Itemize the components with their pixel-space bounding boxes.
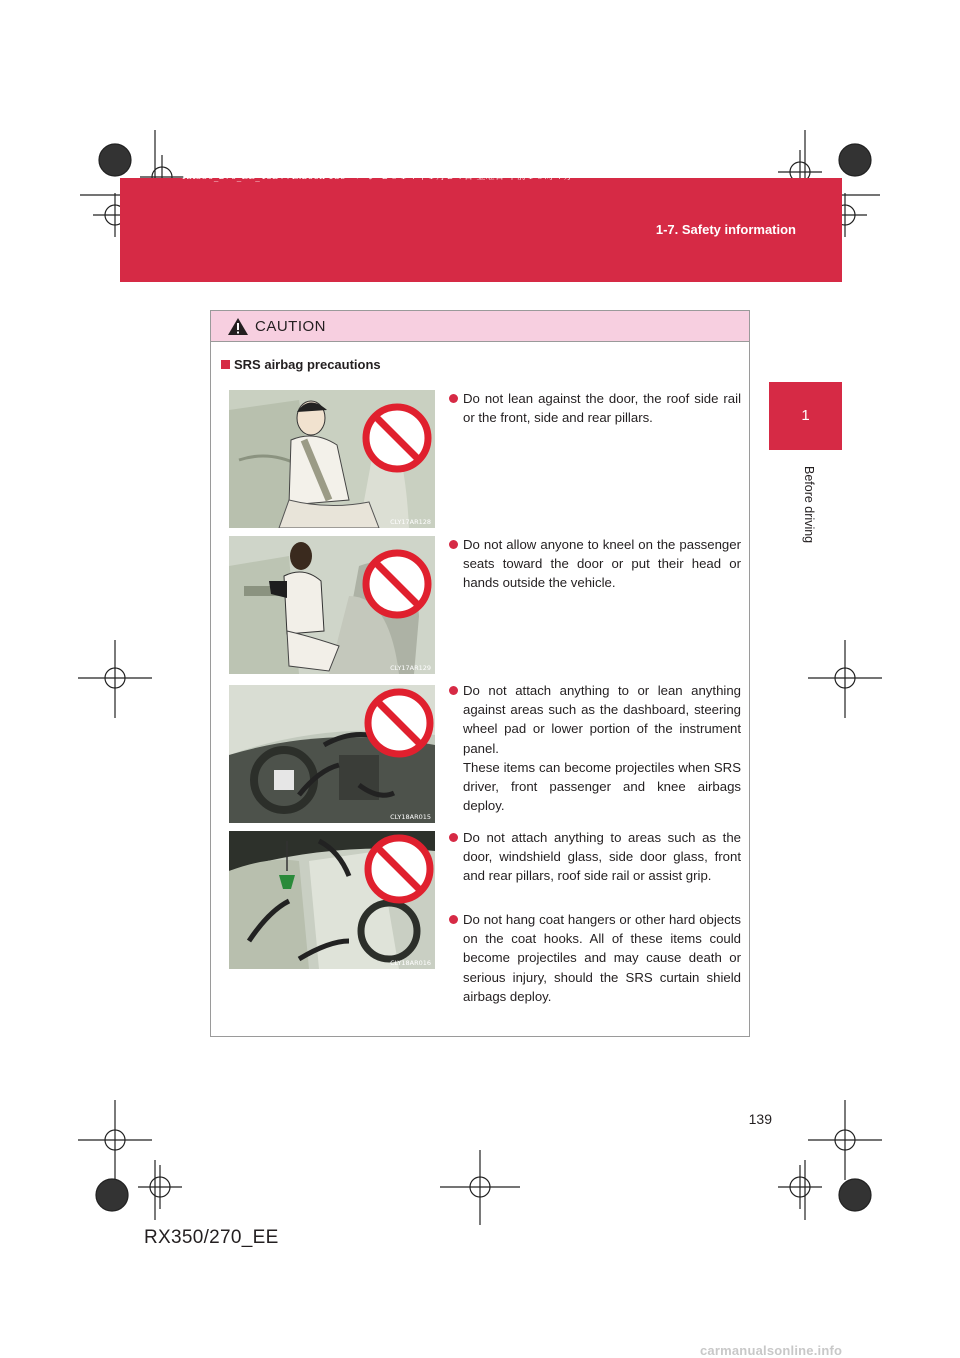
chapter-tab-label: Before driving (802, 466, 816, 544)
caution-box (210, 310, 750, 1037)
bullet-item: Do not attach anything to or lean anything against areas such as the dashboard, steering wheel pad or lower portion of the instrument panel. These items can become projectiles when SRS driver, front passenger and knee airbags deploy. (449, 681, 741, 815)
figure-pillar-items (229, 831, 435, 969)
round-bullet-icon (449, 915, 458, 924)
figure-code: CLY18AR015 (390, 813, 431, 821)
bullet-item: Do not attach anything to areas such as the door, windshield glass, side door glass, front and rear pillars, roof side rail or assist grip. (449, 828, 741, 886)
bullet-item: Do not hang coat hangers or other hard objects on the coat hooks. All of these items could become projectiles and may cause death or serious injury, should the SRS curtain shield airbags deploy. (449, 910, 741, 1006)
bullet-note: These items can become projectiles when SRS driver, front passenger and knee airbags deploy. (463, 759, 741, 814)
square-bullet-icon (221, 360, 230, 369)
figure-code: CLY17AR129 (390, 664, 431, 672)
round-bullet-icon (449, 686, 458, 695)
round-bullet-icon (449, 540, 458, 549)
figure-leaning-passenger (229, 390, 435, 528)
round-bullet-icon (449, 394, 458, 403)
warning-triangle-icon (227, 317, 249, 336)
bullet-item: Do not lean against the door, the roof side rail or the front, side and rear pillars. (449, 389, 741, 427)
section-title: 1-7. Safety information (655, 222, 796, 237)
caution-subheading (221, 357, 381, 372)
print-book-line: RX350_270_EE_48D77E.book 139 ページ ２０１４年１月２４日 金曜日 午前１０時４分 (182, 172, 573, 182)
figure-code: CLY18AR016 (390, 959, 431, 967)
bullet-item: Do not allow anyone to kneel on the passenger seats toward the door or put their head or hands outside the vehicle. (449, 535, 741, 593)
caution-subheading-text: SRS airbag precautions (234, 357, 381, 372)
figure-code: CLY17AR128 (390, 518, 431, 526)
caution-header (211, 311, 749, 342)
round-bullet-icon (449, 833, 458, 842)
model-code: RX350/270_EE (144, 1227, 279, 1248)
chapter-tab: 1 (769, 382, 842, 450)
watermark: carmanualsonline.info (700, 1343, 843, 1358)
page-number: 139 (748, 1111, 772, 1127)
figure-kneeling-child (229, 536, 435, 674)
figure-dashboard-items (229, 685, 435, 823)
caution-title: CAUTION (255, 317, 326, 335)
